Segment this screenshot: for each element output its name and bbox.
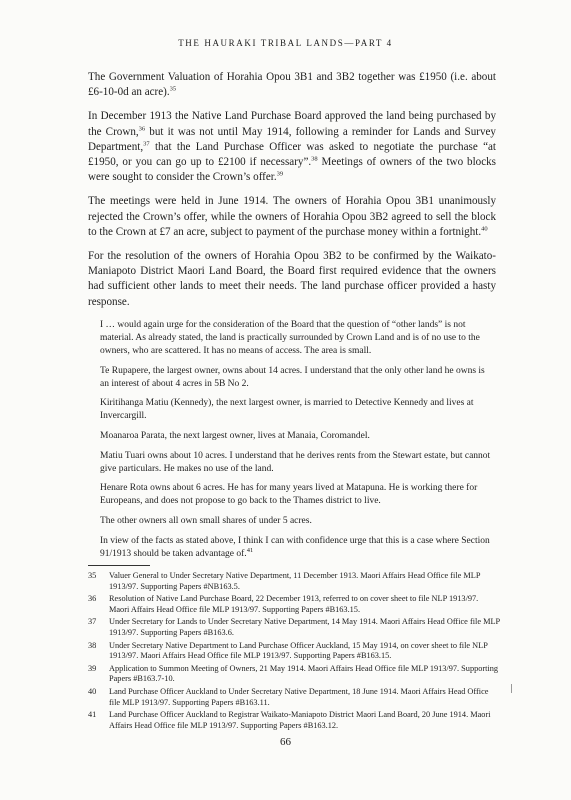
paragraph: [88, 109, 496, 185]
body-text: [88, 70, 496, 567]
paragraph-text: that the Land Purchase Officer was asked to negotiate the purchase “at £1950, or you can go up to £2100 if necessary”.: [88, 140, 496, 169]
footnote-number: 38: [88, 640, 97, 650]
paragraph-text: For the resolution of the owners of Horahia Opou 3B2 to be confirmed by the Waikato-Maniapoto District Maori Land Board, the Board first required evidence that the owners had sufficient other lands to meet their needs. The land purchase officer provided a hasty response.: [88, 250, 496, 308]
footnote-ref[interactable]: 35: [169, 85, 177, 93]
footnote: [88, 664, 500, 685]
footnote: [88, 571, 500, 592]
footnote-text: Application to Summon Meeting of Owners, 21 May 1914. Maori Affairs Head Office file MLP 1913/97. Supporting Papers #B163.7-10.: [109, 663, 499, 684]
footnote-divider: [88, 565, 150, 566]
footnote: [88, 594, 500, 615]
footnote-number: 41: [88, 710, 97, 720]
footnotes: [88, 571, 500, 733]
footnote-text: Under Secretary for Lands to Under Secretary Native Department, 14 May 1914. Maori Affairs Head Office file MLP 1913/97. Supporting Papers #B163.6.: [109, 617, 500, 637]
quote-paragraph: The other owners all own small shares of under 5 acres.: [100, 515, 312, 526]
paragraph: [88, 194, 496, 240]
footnote-ref[interactable]: 40: [481, 225, 488, 233]
running-head: THE HAURAKI TRIBAL LANDS—PART 4: [178, 38, 393, 48]
footnote-ref[interactable]: 36: [138, 124, 146, 132]
footnote: [88, 641, 500, 662]
quote-paragraph: Moanaroa Parata, the next largest owner, lives at Manaia, Coromandel.: [100, 431, 370, 441]
paragraph-text: In December 1913 the Native Land Purchase Board approved the land being purchased by the Crown,: [88, 110, 496, 138]
block-quote: [100, 319, 496, 561]
page-number: 66: [280, 736, 291, 748]
footnote-ref[interactable]: 37: [143, 140, 150, 148]
quote-text: In view of the facts as stated above, I think I can with confidence urge that this is a case where Section 91/1913 should be taken advantage of.: [100, 535, 490, 559]
paragraph-text: Meetings of owners of the two blocks were sought to consider the Crown’s offer.: [88, 156, 496, 184]
quote-paragraph: I … would again urge for the consideration of the Board that the question of “other lands” is not material. As already stated, the land is practically surrounded by Crown Land and is of no use to the owners, who are scattered. It has no means of access. The area is small.: [100, 319, 480, 357]
footnote-number: 37: [88, 617, 97, 627]
footnote-ref[interactable]: 38: [311, 155, 318, 163]
footnote-number: 39: [88, 663, 97, 673]
footnote-number: 36: [88, 594, 97, 604]
footnote-text: Land Purchase Officer Auckland to Under Secretary Native Department, 18 June 1914. Maori Affairs Head Office file MLP 1913/97. Supporting Papers #B163.11.: [109, 686, 489, 707]
footnote: [88, 710, 500, 731]
footnote-ref[interactable]: 41: [246, 546, 254, 554]
quote-paragraph: Henare Rota owns about 6 acres. He has for many years lived at Matapuna. He is working there for Europeans, and does not propose to go back to the Thames district to live.: [100, 483, 478, 507]
paragraph: [88, 70, 496, 100]
scan-mark: [511, 684, 512, 693]
footnote-text: Under Secretary Native Department to Land Purchase Officer Auckland, 15 May 1914, on cover sheet to file NLP 1913/97. Maori Affairs Head Office file MLP 1913/97. Supporting Papers #B163.15.: [109, 640, 488, 661]
footnote-number: 40: [88, 686, 97, 696]
quote-paragraph: Matiu Tuari owns about 10 acres. I understand that he derives rents from the Stewart estate, but cannot give particulars. He makes no use of the land.: [100, 450, 491, 474]
footnote-ref[interactable]: 39: [276, 170, 284, 178]
footnote: [88, 617, 500, 638]
paragraph: [88, 249, 496, 310]
footnote: [88, 687, 500, 708]
paragraph-text: The meetings were held in June 1914. The owners of Horahia Opou 3B1 unanimously rejected the Crown’s offer, while the owners of Horahia Opou 3B2 agreed to sell the block to the Crown at £7 an acre, subject to payment of the purchase money within a fortnight.: [88, 195, 496, 238]
quote-paragraph: Kiritihanga Matiu (Kennedy), the next largest owner, is married to Detective Kennedy and lives at Invercargill.: [100, 398, 474, 422]
quote-paragraph: [100, 535, 496, 561]
quote-paragraph: Te Rupapere, the largest owner, owns about 14 acres. I understand that the only other land he owns is an interest of about 4 acres in 5B No 2.: [100, 365, 485, 389]
footnote-text: Valuer General to Under Secretary Native Department, 11 December 1913. Maori Affairs Head Office file MLP 1913/97. Supporting Papers #NB163.5.: [109, 571, 481, 591]
footnote-text: Resolution of Native Land Purchase Board, 22 December 1913, referred to on cover sheet to file NLP 1913/97. Maori Affairs Head Office file MLP 1913/97. Supporting Papers #B163.15.: [109, 594, 479, 614]
paragraph-text: but it was not until May 1914, following a reminder for Lands and Survey Department,: [88, 125, 496, 153]
footnote-text: Land Purchase Officer Auckland to Registrar Waikato-Maniapoto District Maori Land Board, 20 June 1914. Maori Affairs Head Office file MLP 1913/97. Supporting Papers #B163.12.: [109, 710, 491, 730]
footnote-number: 35: [88, 571, 97, 580]
paragraph-text: The Government Valuation of Horahia Opou 3B1 and 3B2 together was £1950 (i.e. about £6-10-0d an acre).: [88, 71, 496, 99]
